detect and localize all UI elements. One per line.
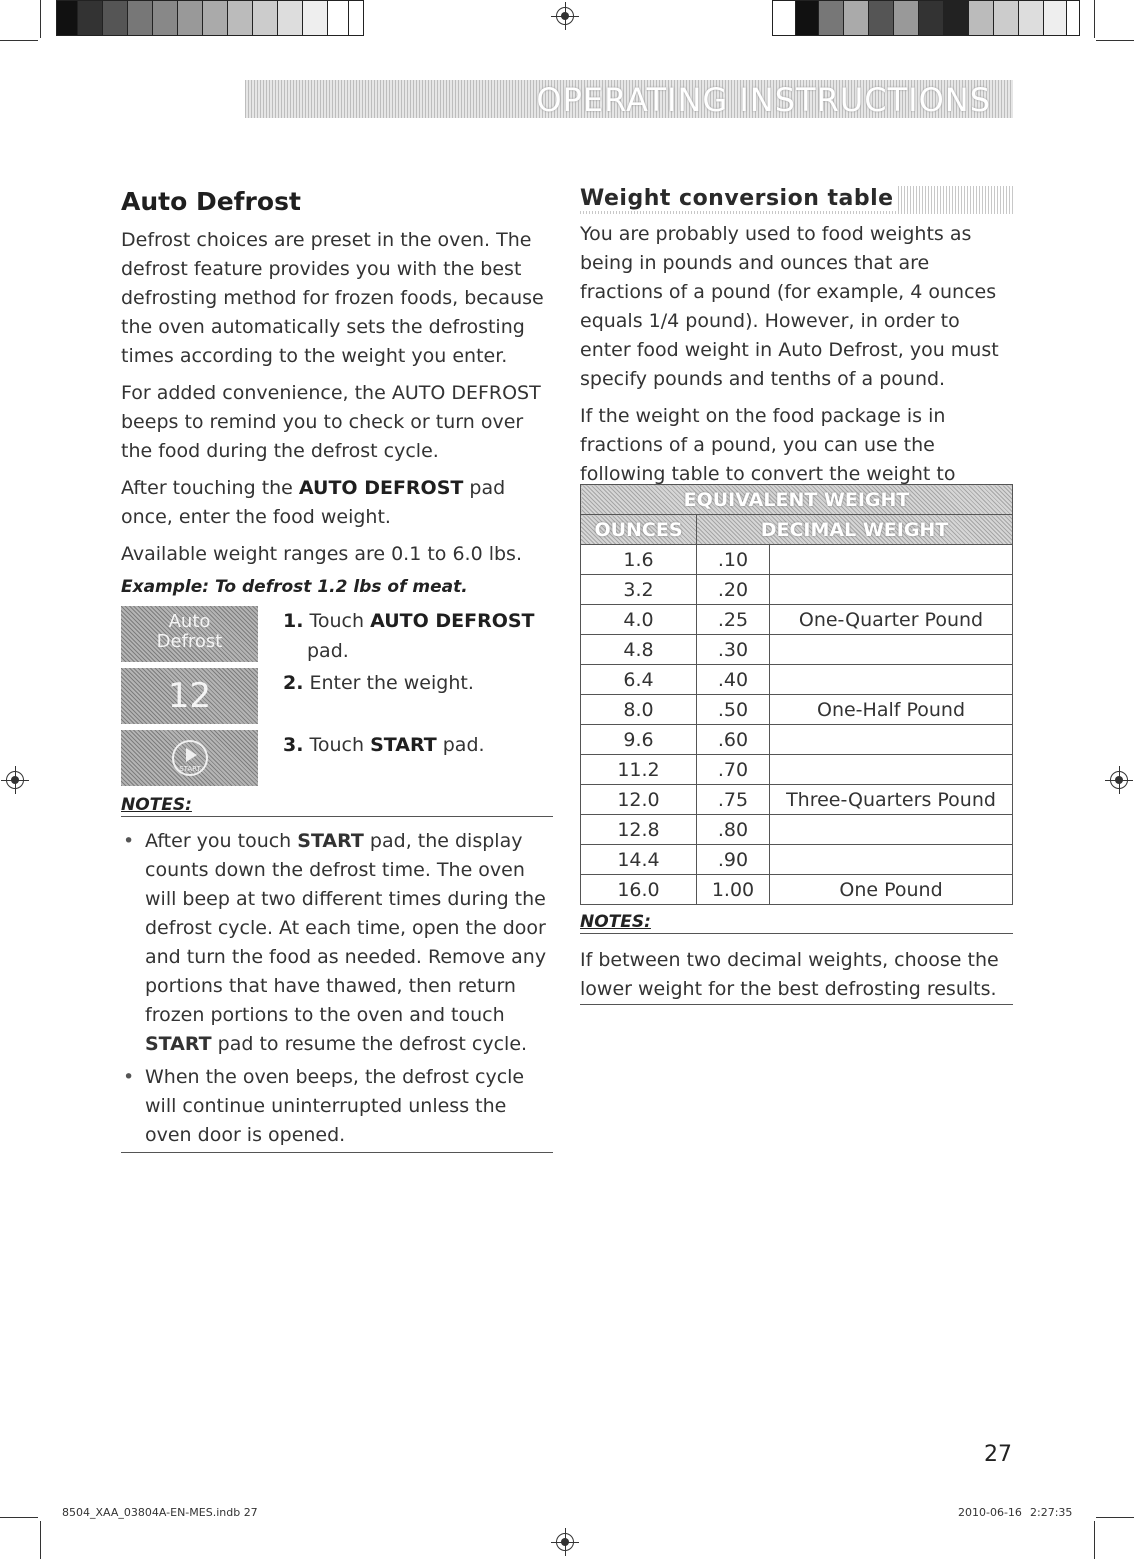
cell-ounces: 16.0 [581, 875, 697, 905]
text: After touching the [121, 477, 299, 499]
section-title: OPERATING INSTRUCTIONS [536, 81, 991, 119]
cell-decimal: 1.00 [697, 875, 770, 905]
cell-label [770, 755, 1013, 785]
crop-mark [0, 1517, 38, 1518]
notes-heading: NOTES: [580, 912, 651, 932]
right-notes [580, 912, 1013, 932]
cell-label [770, 545, 1013, 575]
crop-mark [1094, 0, 1095, 38]
divider [121, 1152, 553, 1153]
text: pad, the display counts down the defrost time. The oven will beep at two different times during the defrost cycle. At each time, open the door and turn the food as needed. Remove any portions that have thawed, then return frozen portions to the oven and touch [145, 830, 547, 1026]
cell-ounces: 14.4 [581, 845, 697, 875]
table-row [581, 545, 1013, 575]
bold-text: START [370, 734, 437, 756]
cell-decimal: .30 [697, 635, 770, 665]
note-paragraph: If between two decimal weights, choose the lower weight for the best defrosting results. [580, 949, 999, 1000]
pad-label: Defrost [156, 631, 223, 652]
start-icon [170, 738, 210, 778]
weight-conversion-table [580, 484, 1013, 905]
step-2 [121, 668, 553, 724]
convenience-paragraph: For added convenience, the AUTO DEFROST beeps to remind you to check or turn over the food during the defrost cycle. [121, 382, 541, 462]
divider [580, 933, 1013, 934]
table-row [581, 815, 1013, 845]
note-item [145, 1063, 553, 1150]
cell-ounces: 3.2 [581, 575, 697, 605]
text: Touch [309, 610, 371, 632]
table-row [581, 755, 1013, 785]
range-paragraph: Available weight ranges are 0.1 to 6.0 lbs. [121, 543, 522, 565]
table-title: EQUIVALENT WEIGHT [581, 485, 1013, 515]
intro-paragraph: You are probably used to food weights as being in pounds and ounces that are fractions of a pound (for example, 4 ounces equals 1/4 pound). However, in order to enter food weight in Auto Defrost, you must specify pounds and tenths of a pound. [580, 223, 999, 390]
table-row [581, 695, 1013, 725]
text: When the oven beeps, the defrost cycle will continue uninterrupted unless the oven door is opened. [145, 1066, 525, 1146]
crop-mark [1094, 1521, 1095, 1559]
table-row [581, 635, 1013, 665]
intro-paragraph: Defrost choices are preset in the oven. The defrost feature provides you with the best defrosting method for frozen foods, because the oven automatically sets the defrosting times according to the weight you enter. [121, 229, 544, 367]
cell-decimal: .60 [697, 725, 770, 755]
text: Touch [309, 734, 371, 756]
cell-label [770, 665, 1013, 695]
auto-defrost-section [121, 186, 553, 597]
start-pad [121, 730, 258, 786]
registration-target-icon [1110, 771, 1128, 789]
text: Enter the weight. [309, 672, 474, 694]
example-line: Example: To defrost 1.2 lbs of meat. [121, 577, 468, 597]
pad-label: START [178, 765, 201, 773]
auto-defrost-pad [121, 606, 258, 662]
cell-ounces: 6.4 [581, 665, 697, 695]
step-1 [121, 606, 553, 662]
cell-ounces: 12.0 [581, 785, 697, 815]
cell-label [770, 635, 1013, 665]
cell-decimal: .20 [697, 575, 770, 605]
cell-label: One Pound [770, 875, 1013, 905]
cell-decimal: .25 [697, 605, 770, 635]
cell-decimal: .10 [697, 545, 770, 575]
cell-ounces: 9.6 [581, 725, 697, 755]
note-item [145, 827, 553, 1059]
table-row [581, 575, 1013, 605]
cell-label [770, 815, 1013, 845]
section-banner [245, 80, 1013, 118]
registration-target-icon [6, 771, 24, 789]
heading-text: Weight conversion table [580, 186, 898, 211]
cell-decimal: .40 [697, 665, 770, 695]
cell-decimal: .90 [697, 845, 770, 875]
cell-decimal: .80 [697, 815, 770, 845]
number-display-pad: 12 [121, 668, 258, 724]
table-row [581, 605, 1013, 635]
weight-table-intro [580, 220, 1013, 526]
registration-bar-left [56, 0, 364, 36]
divider [580, 1004, 1013, 1005]
text: After you touch [145, 830, 298, 852]
crop-mark [40, 1521, 41, 1559]
fraction-paragraph: If the weight on the food package is in fractions of a pound, you can use the following table to convert the weight to [580, 405, 956, 485]
registration-target-icon [556, 1533, 574, 1551]
cell-decimal: .75 [697, 785, 770, 815]
text: pad once, enter the food weight. [121, 477, 506, 528]
step-text [283, 606, 535, 666]
cell-ounces: 12.8 [581, 815, 697, 845]
cell-label [770, 845, 1013, 875]
step-number: 2. [283, 672, 304, 694]
table-row [581, 785, 1013, 815]
bold-text: AUTO DEFROST [298, 477, 464, 499]
weight-table-heading [580, 186, 1013, 214]
table-row [581, 665, 1013, 695]
text: pad. [307, 640, 349, 662]
step-text [283, 668, 474, 698]
right-note-text [580, 946, 1013, 1012]
crop-mark [1096, 1517, 1134, 1518]
crop-mark [0, 40, 38, 41]
step-number: 3. [283, 734, 304, 756]
table-row [581, 725, 1013, 755]
touch-paragraph [121, 474, 553, 532]
cell-decimal: .70 [697, 755, 770, 785]
bold-text: START [145, 1033, 212, 1055]
table-row [581, 845, 1013, 875]
page-number: 27 [984, 1442, 1012, 1467]
cell-ounces: 11.2 [581, 755, 697, 785]
cell-label: One-Half Pound [770, 695, 1013, 725]
step-number: 1. [283, 610, 304, 632]
left-notes-list [121, 827, 553, 1154]
step-text [283, 730, 485, 760]
divider [121, 816, 553, 817]
cell-ounces: 1.6 [581, 545, 697, 575]
footer-time: 2:27:35 [1030, 1506, 1073, 1519]
cell-label: Three-Quarters Pound [770, 785, 1013, 815]
text: pad. [436, 734, 485, 756]
bold-text: START [297, 830, 364, 852]
registration-bar-right [772, 0, 1080, 36]
registration-target-icon [556, 7, 574, 25]
left-notes [121, 795, 553, 815]
auto-defrost-heading: Auto Defrost [121, 187, 301, 216]
crop-mark [1096, 40, 1134, 41]
bold-text: AUTO DEFROST [370, 610, 535, 632]
cell-label [770, 575, 1013, 605]
cell-ounces: 4.8 [581, 635, 697, 665]
table-row [581, 875, 1013, 905]
footer-file: 8504_XAA_03804A-EN-MES.indb 27 [62, 1506, 258, 1519]
column-header-decimal: DECIMAL WEIGHT [697, 515, 1013, 545]
cell-label: One-Quarter Pound [770, 605, 1013, 635]
notes-heading: NOTES: [121, 795, 192, 815]
footer-date: 2010-06-16 [958, 1506, 1022, 1519]
cell-label [770, 725, 1013, 755]
cell-ounces: 8.0 [581, 695, 697, 725]
crop-mark [40, 0, 41, 38]
cell-ounces: 4.0 [581, 605, 697, 635]
pad-label: Auto [168, 611, 211, 632]
cell-decimal: .50 [697, 695, 770, 725]
text: pad to resume the defrost cycle. [211, 1033, 528, 1055]
column-header-ounces: OUNCES [581, 515, 697, 545]
step-3 [121, 730, 553, 786]
